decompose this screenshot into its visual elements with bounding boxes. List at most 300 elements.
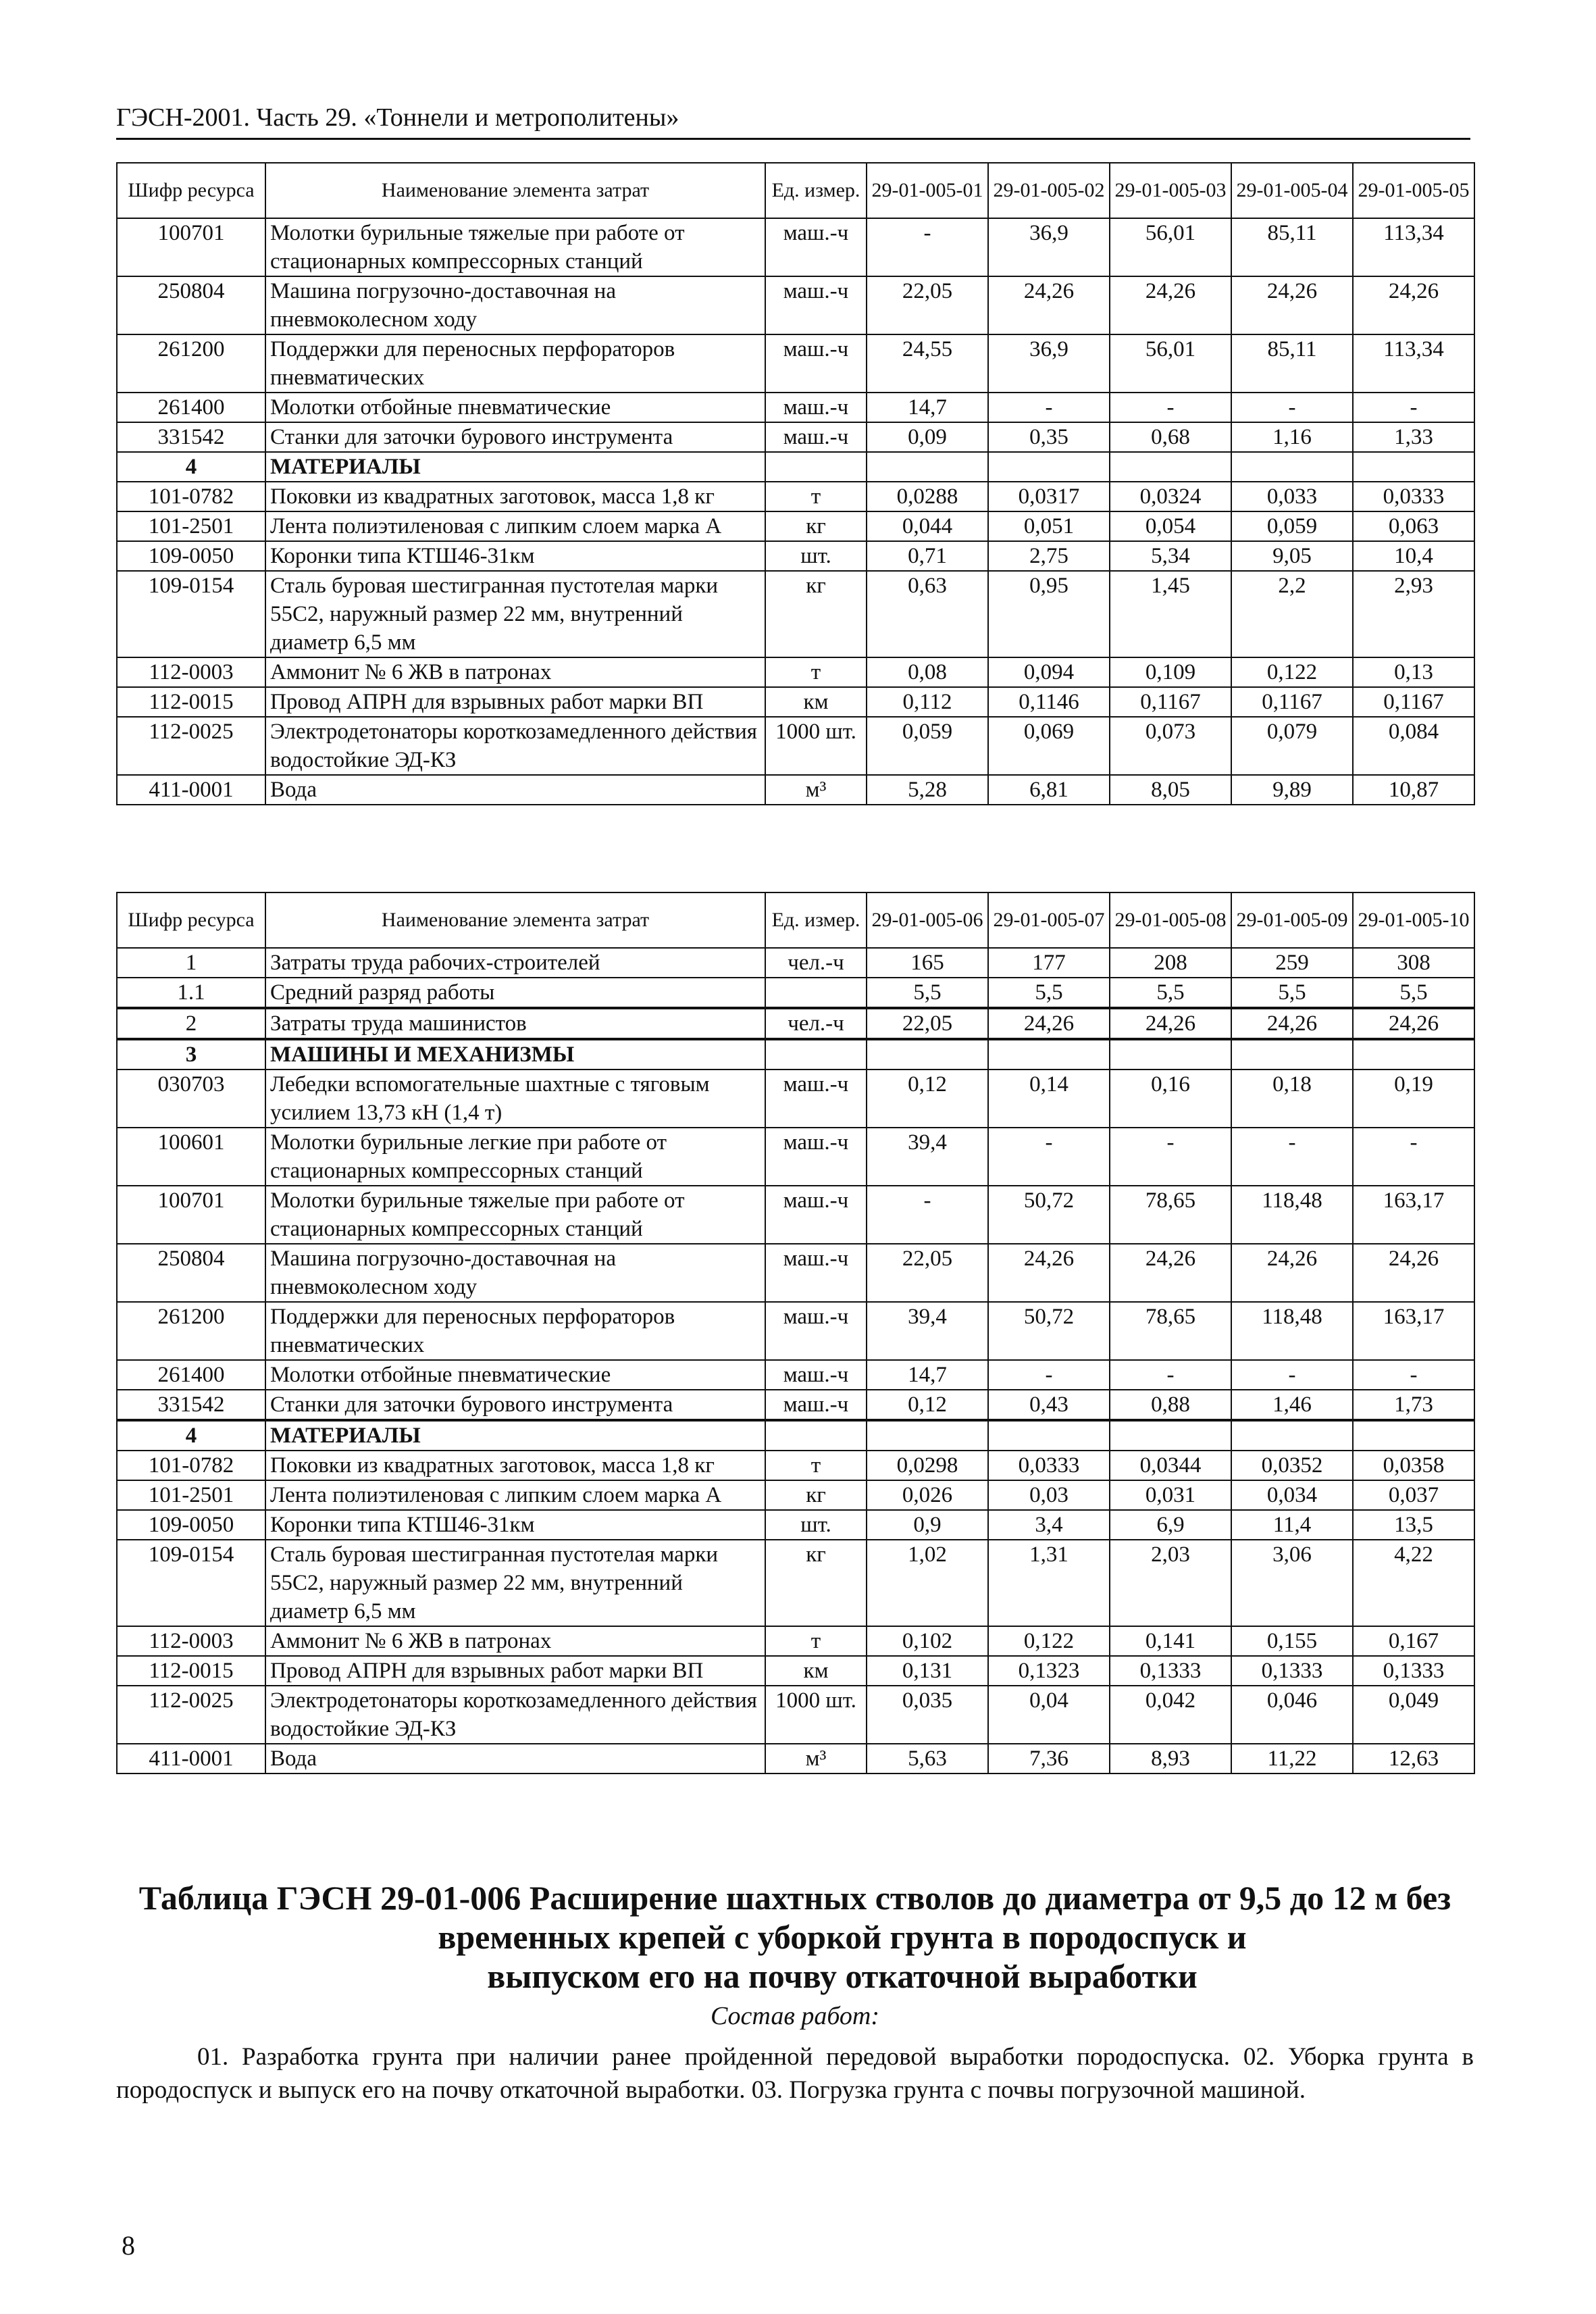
value-cell: 0,079: [1231, 717, 1353, 775]
value-cell: 12,63: [1353, 1744, 1474, 1774]
unit-cell: маш.-ч: [765, 422, 867, 452]
value-cell: 118,48: [1231, 1302, 1353, 1360]
value-cell: 5,5: [1110, 978, 1231, 1008]
value-cell: 0,042: [1110, 1686, 1231, 1744]
value-cell: 0,026: [867, 1480, 988, 1510]
value-cell: 0,063: [1353, 511, 1474, 541]
value-cell: 2,75: [988, 541, 1110, 571]
value-cell: 2,03: [1110, 1540, 1231, 1626]
value-cell: 11,4: [1231, 1510, 1353, 1540]
unit-cell: кг: [765, 1480, 867, 1510]
value-cell: 39,4: [867, 1302, 988, 1360]
resource-code: 1: [117, 948, 265, 978]
resource-name: Лента полиэтиленовая с липким слоем марка А: [265, 511, 765, 541]
value-cell: [1231, 452, 1353, 482]
resource-code: 101-0782: [117, 482, 265, 511]
value-cell: 6,9: [1110, 1510, 1231, 1540]
value-cell: -: [1231, 1360, 1353, 1390]
value-cell: [1353, 1420, 1474, 1451]
resource-code: 331542: [117, 1390, 265, 1420]
value-cell: [1353, 1039, 1474, 1070]
table-row: [117, 1186, 1474, 1244]
column-header: 29-01-005-03: [1110, 163, 1231, 218]
column-header: Ед. измер.: [765, 163, 867, 218]
value-cell: 8,93: [1110, 1744, 1231, 1774]
value-cell: 0,0317: [988, 482, 1110, 511]
resource-code: 2: [117, 1008, 265, 1039]
unit-cell: 1000 шт.: [765, 717, 867, 775]
value-cell: -: [1110, 1360, 1231, 1390]
value-cell: -: [988, 1128, 1110, 1186]
table-row: [117, 1244, 1474, 1302]
value-cell: -: [1231, 393, 1353, 422]
resource-name: МАШИНЫ И МЕХАНИЗМЫ: [265, 1039, 765, 1070]
resource-code: 261200: [117, 334, 265, 393]
table-row: [117, 511, 1474, 541]
unit-cell: [765, 1039, 867, 1070]
value-cell: 0,031: [1110, 1480, 1231, 1510]
column-header: 29-01-005-05: [1353, 163, 1474, 218]
table-row: [117, 717, 1474, 775]
value-cell: 10,87: [1353, 775, 1474, 805]
value-cell: 0,08: [867, 657, 988, 687]
value-cell: 85,11: [1231, 218, 1353, 276]
resource-code: 250804: [117, 276, 265, 334]
unit-cell: м³: [765, 1744, 867, 1774]
value-cell: 22,05: [867, 1008, 988, 1039]
unit-cell: т: [765, 482, 867, 511]
resource-name: Лента полиэтиленовая с липким слоем марка А: [265, 1480, 765, 1510]
value-cell: [1231, 1420, 1353, 1451]
table-row: [117, 1656, 1474, 1686]
unit-cell: [765, 1420, 867, 1451]
value-cell: 5,5: [988, 978, 1110, 1008]
value-cell: [867, 1420, 988, 1451]
resource-code: 100601: [117, 1128, 265, 1186]
value-cell: 36,9: [988, 218, 1110, 276]
value-cell: 9,89: [1231, 775, 1353, 805]
value-cell: 0,131: [867, 1656, 988, 1686]
value-cell: -: [1353, 393, 1474, 422]
resource-code: 100701: [117, 218, 265, 276]
table-row: [117, 948, 1474, 978]
value-cell: 24,26: [1110, 1244, 1231, 1302]
unit-cell: т: [765, 1626, 867, 1656]
value-cell: 22,05: [867, 1244, 988, 1302]
value-cell: 5,5: [1231, 978, 1353, 1008]
value-cell: 56,01: [1110, 334, 1231, 393]
value-cell: 0,141: [1110, 1626, 1231, 1656]
value-cell: 39,4: [867, 1128, 988, 1186]
header-rule: [116, 138, 1470, 140]
resource-name: Затраты труда машинистов: [265, 1008, 765, 1039]
value-cell: [1231, 1039, 1353, 1070]
table-row: [117, 657, 1474, 687]
value-cell: 24,26: [988, 1008, 1110, 1039]
resource-code: 4: [117, 1420, 265, 1451]
resource-code: 109-0050: [117, 1510, 265, 1540]
value-cell: 0,0344: [1110, 1451, 1231, 1480]
value-cell: 24,26: [1231, 1008, 1353, 1039]
column-header: 29-01-005-01: [867, 163, 988, 218]
unit-cell: 1000 шт.: [765, 1686, 867, 1744]
unit-cell: [765, 452, 867, 482]
value-cell: 0,059: [867, 717, 988, 775]
resource-name: Коронки типа КТШ46-31км: [265, 541, 765, 571]
table-caption: [116, 1878, 1474, 1996]
value-cell: 0,035: [867, 1686, 988, 1744]
value-cell: 24,26: [1110, 1008, 1231, 1039]
value-cell: 5,28: [867, 775, 988, 805]
resource-name: Сталь буровая шестигранная пустотелая марки 55С2, наружный размер 22 мм, внутренний диаметр 6,5 мм: [265, 571, 765, 657]
value-cell: 163,17: [1353, 1302, 1474, 1360]
table-row: [117, 1686, 1474, 1744]
value-cell: [1110, 1420, 1231, 1451]
value-cell: 1,31: [988, 1540, 1110, 1626]
value-cell: 0,167: [1353, 1626, 1474, 1656]
value-cell: 0,03: [988, 1480, 1110, 1510]
resource-name: Провод АПРН для взрывных работ марки ВП: [265, 1656, 765, 1686]
value-cell: 0,084: [1353, 717, 1474, 775]
unit-cell: маш.-ч: [765, 1186, 867, 1244]
resource-name: МАТЕРИАЛЫ: [265, 452, 765, 482]
composition-title: Состав работ:: [710, 2002, 880, 2030]
unit-cell: т: [765, 657, 867, 687]
resource-code: 112-0003: [117, 1626, 265, 1656]
resource-code: 261400: [117, 393, 265, 422]
value-cell: 0,049: [1353, 1686, 1474, 1744]
running-header: ГЭСН-2001. Часть 29. «Тоннели и метрополитены»: [116, 103, 679, 132]
value-cell: -: [1110, 393, 1231, 422]
value-cell: 14,7: [867, 1360, 988, 1390]
table-row: [117, 541, 1474, 571]
value-cell: 78,65: [1110, 1186, 1231, 1244]
unit-cell: маш.-ч: [765, 1302, 867, 1360]
value-cell: 0,95: [988, 571, 1110, 657]
column-header: Шифр ресурса: [117, 163, 265, 218]
value-cell: 0,14: [988, 1070, 1110, 1128]
unit-cell: маш.-ч: [765, 276, 867, 334]
value-cell: 9,05: [1231, 541, 1353, 571]
value-cell: 259: [1231, 948, 1353, 978]
value-cell: 1,45: [1110, 571, 1231, 657]
unit-cell: маш.-ч: [765, 218, 867, 276]
value-cell: 0,63: [867, 571, 988, 657]
value-cell: 0,0333: [1353, 482, 1474, 511]
unit-cell: маш.-ч: [765, 334, 867, 393]
column-header: 29-01-005-04: [1231, 163, 1353, 218]
value-cell: 24,26: [1353, 276, 1474, 334]
value-cell: 6,81: [988, 775, 1110, 805]
value-cell: 8,05: [1110, 775, 1231, 805]
value-cell: 0,155: [1231, 1626, 1353, 1656]
value-cell: 0,12: [867, 1070, 988, 1128]
value-cell: 24,26: [1231, 276, 1353, 334]
resource-code: 109-0154: [117, 571, 265, 657]
value-cell: 24,26: [1353, 1008, 1474, 1039]
value-cell: 50,72: [988, 1186, 1110, 1244]
value-cell: 7,36: [988, 1744, 1110, 1774]
value-cell: [1353, 452, 1474, 482]
value-cell: -: [867, 1186, 988, 1244]
value-cell: 24,26: [1110, 276, 1231, 334]
resource-code: 3: [117, 1039, 265, 1070]
unit-cell: маш.-ч: [765, 1244, 867, 1302]
unit-cell: маш.-ч: [765, 1128, 867, 1186]
value-cell: 0,122: [1231, 657, 1353, 687]
table-row: [117, 687, 1474, 717]
value-cell: [988, 1420, 1110, 1451]
table-row: [117, 393, 1474, 422]
resource-name: Аммонит № 6 ЖВ в патронах: [265, 657, 765, 687]
resource-name: Молотки бурильные легкие при работе от стационарных компрессорных станций: [265, 1128, 765, 1186]
resource-code: 109-0154: [117, 1540, 265, 1626]
value-cell: 14,7: [867, 393, 988, 422]
value-cell: 0,0358: [1353, 1451, 1474, 1480]
value-cell: 0,68: [1110, 422, 1231, 452]
value-cell: 177: [988, 948, 1110, 978]
value-cell: 0,037: [1353, 1480, 1474, 1510]
value-cell: 0,1323: [988, 1656, 1110, 1686]
value-cell: 0,04: [988, 1686, 1110, 1744]
column-header: 29-01-005-09: [1231, 892, 1353, 948]
resource-name: Затраты труда рабочих-строителей: [265, 948, 765, 978]
unit-cell: м³: [765, 775, 867, 805]
value-cell: -: [1353, 1360, 1474, 1390]
value-cell: 113,34: [1353, 218, 1474, 276]
resource-code: 109-0050: [117, 541, 265, 571]
value-cell: 308: [1353, 948, 1474, 978]
resource-code: 112-0025: [117, 717, 265, 775]
unit-cell: чел.-ч: [765, 1008, 867, 1039]
value-cell: 85,11: [1231, 334, 1353, 393]
table-row: [117, 218, 1474, 276]
unit-cell: км: [765, 687, 867, 717]
value-cell: 163,17: [1353, 1186, 1474, 1244]
resource-name: Поддержки для переносных перфораторов пневматических: [265, 334, 765, 393]
value-cell: 5,63: [867, 1744, 988, 1774]
resource-code: 030703: [117, 1070, 265, 1128]
column-header: 29-01-005-08: [1110, 892, 1231, 948]
table-row: [117, 1390, 1474, 1420]
value-cell: 11,22: [1231, 1744, 1353, 1774]
value-cell: 2,2: [1231, 571, 1353, 657]
value-cell: 24,26: [988, 1244, 1110, 1302]
value-cell: 24,26: [1231, 1244, 1353, 1302]
value-cell: 0,094: [988, 657, 1110, 687]
value-cell: 0,1167: [1353, 687, 1474, 717]
value-cell: 0,069: [988, 717, 1110, 775]
resource-name: Сталь буровая шестигранная пустотелая марки 55С2, наружный размер 22 мм, внутренний диаметр 6,5 мм: [265, 1540, 765, 1626]
table-header-row: [117, 163, 1474, 218]
table-row: [117, 1302, 1474, 1360]
resource-name: Вода: [265, 1744, 765, 1774]
value-cell: 0,12: [867, 1390, 988, 1420]
unit-cell: [765, 978, 867, 1008]
resource-name: Поковки из квадратных заготовок, масса 1,8 кг: [265, 1451, 765, 1480]
resource-name: Лебедки вспомогательные шахтные с тяговым усилием 13,73 кН (1,4 т): [265, 1070, 765, 1128]
value-cell: 24,55: [867, 334, 988, 393]
value-cell: 0,044: [867, 511, 988, 541]
resource-name: Поковки из квадратных заготовок, масса 1,8 кг: [265, 482, 765, 511]
unit-cell: кг: [765, 571, 867, 657]
column-header: 29-01-005-02: [988, 163, 1110, 218]
value-cell: 5,5: [867, 978, 988, 1008]
value-cell: 78,65: [1110, 1302, 1231, 1360]
resource-name: Молотки бурильные тяжелые при работе от стационарных компрессорных станций: [265, 1186, 765, 1244]
value-cell: 0,35: [988, 422, 1110, 452]
resource-name: Молотки отбойные пневматические: [265, 1360, 765, 1390]
value-cell: 3,4: [988, 1510, 1110, 1540]
unit-cell: маш.-ч: [765, 1070, 867, 1128]
caption-line-3: выпуском его на почву откаточной выработки: [487, 1957, 1198, 1995]
unit-cell: чел.-ч: [765, 948, 867, 978]
value-cell: [988, 1039, 1110, 1070]
value-cell: 2,93: [1353, 571, 1474, 657]
table-row: [117, 775, 1474, 805]
value-cell: 208: [1110, 948, 1231, 978]
value-cell: 13,5: [1353, 1510, 1474, 1540]
value-cell: -: [1231, 1128, 1353, 1186]
resource-name: Молотки бурильные тяжелые при работе от стационарных компрессорных станций: [265, 218, 765, 276]
resource-code: 112-0025: [117, 1686, 265, 1744]
value-cell: -: [1353, 1128, 1474, 1186]
column-header: 29-01-005-07: [988, 892, 1110, 948]
unit-cell: шт.: [765, 1510, 867, 1540]
column-header: 29-01-005-10: [1353, 892, 1474, 948]
resource-name: Аммонит № 6 ЖВ в патронах: [265, 1626, 765, 1656]
value-cell: 0,0298: [867, 1451, 988, 1480]
resource-code: 4: [117, 452, 265, 482]
table-row: [117, 1480, 1474, 1510]
column-header: Наименование элемента затрат: [265, 892, 765, 948]
table-row: [117, 422, 1474, 452]
value-cell: -: [988, 393, 1110, 422]
resource-name: Средний разряд работы: [265, 978, 765, 1008]
table-row: [117, 1128, 1474, 1186]
value-cell: 0,1167: [1231, 687, 1353, 717]
value-cell: [1110, 1039, 1231, 1070]
table-header-row: [117, 892, 1474, 948]
unit-cell: маш.-ч: [765, 393, 867, 422]
value-cell: 0,112: [867, 687, 988, 717]
resource-code: 250804: [117, 1244, 265, 1302]
resource-name: Машина погрузочно-доставочная на пневмоколесном ходу: [265, 1244, 765, 1302]
value-cell: 0,1333: [1353, 1656, 1474, 1686]
value-cell: 0,13: [1353, 657, 1474, 687]
column-header: Шифр ресурса: [117, 892, 265, 948]
section-row: [117, 1420, 1474, 1451]
value-cell: 0,09: [867, 422, 988, 452]
resource-name: Станки для заточки бурового инструмента: [265, 422, 765, 452]
resource-code: 331542: [117, 422, 265, 452]
resource-name: МАТЕРИАЛЫ: [265, 1420, 765, 1451]
unit-cell: кг: [765, 511, 867, 541]
resource-name: Молотки отбойные пневматические: [265, 393, 765, 422]
value-cell: 0,1146: [988, 687, 1110, 717]
value-cell: 3,06: [1231, 1540, 1353, 1626]
value-cell: 0,0333: [988, 1451, 1110, 1480]
value-cell: -: [867, 218, 988, 276]
resource-code: 112-0003: [117, 657, 265, 687]
resource-name: Провод АПРН для взрывных работ марки ВП: [265, 687, 765, 717]
value-cell: 0,0352: [1231, 1451, 1353, 1480]
unit-cell: км: [765, 1656, 867, 1686]
resource-name: Коронки типа КТШ46-31км: [265, 1510, 765, 1540]
value-cell: 0,0324: [1110, 482, 1231, 511]
resource-code: 112-0015: [117, 1656, 265, 1686]
value-cell: 1,46: [1231, 1390, 1353, 1420]
table-row: [117, 1744, 1474, 1774]
resource-name: Вода: [265, 775, 765, 805]
value-cell: 5,34: [1110, 541, 1231, 571]
resource-code: 411-0001: [117, 775, 265, 805]
resource-name: Электродетонаторы короткозамедленного действия водостойкие ЭД-КЗ: [265, 717, 765, 775]
resource-name: Машина погрузочно-доставочная на пневмоколесном ходу: [265, 276, 765, 334]
value-cell: 22,05: [867, 276, 988, 334]
resource-code: 411-0001: [117, 1744, 265, 1774]
value-cell: 1,16: [1231, 422, 1353, 452]
value-cell: 0,109: [1110, 657, 1231, 687]
table-row: [117, 1540, 1474, 1626]
value-cell: 0,054: [1110, 511, 1231, 541]
resource-code: 101-2501: [117, 1480, 265, 1510]
value-cell: 0,1167: [1110, 687, 1231, 717]
table-row: [117, 1626, 1474, 1656]
value-cell: 56,01: [1110, 218, 1231, 276]
value-cell: 4,22: [1353, 1540, 1474, 1626]
value-cell: [1110, 452, 1231, 482]
caption-line-2: временных крепей с уборкой грунта в породоспуск и: [438, 1918, 1247, 1956]
resource-code: 100701: [117, 1186, 265, 1244]
value-cell: 0,71: [867, 541, 988, 571]
unit-cell: кг: [765, 1540, 867, 1626]
value-cell: [988, 452, 1110, 482]
value-cell: -: [1110, 1128, 1231, 1186]
value-cell: 1,33: [1353, 422, 1474, 452]
value-cell: 24,26: [988, 276, 1110, 334]
value-cell: 0,9: [867, 1510, 988, 1540]
value-cell: 36,9: [988, 334, 1110, 393]
value-cell: 113,34: [1353, 334, 1474, 393]
value-cell: 0,051: [988, 511, 1110, 541]
resource-code: 1.1: [117, 978, 265, 1008]
table-row: [117, 1008, 1474, 1039]
value-cell: 0,073: [1110, 717, 1231, 775]
resource-code: 261200: [117, 1302, 265, 1360]
column-header: Ед. измер.: [765, 892, 867, 948]
resource-table-1: [116, 162, 1475, 805]
value-cell: -: [988, 1360, 1110, 1390]
value-cell: 5,5: [1353, 978, 1474, 1008]
value-cell: [867, 452, 988, 482]
value-cell: 0,122: [988, 1626, 1110, 1656]
table-row: [117, 276, 1474, 334]
value-cell: 0,18: [1231, 1070, 1353, 1128]
section-row: [117, 1039, 1474, 1070]
table-row: [117, 482, 1474, 511]
value-cell: 0,102: [867, 1626, 988, 1656]
value-cell: 10,4: [1353, 541, 1474, 571]
value-cell: 0,059: [1231, 511, 1353, 541]
resource-code: 101-2501: [117, 511, 265, 541]
resource-name: Станки для заточки бурового инструмента: [265, 1390, 765, 1420]
value-cell: 0,033: [1231, 482, 1353, 511]
value-cell: 0,19: [1353, 1070, 1474, 1128]
value-cell: 0,88: [1110, 1390, 1231, 1420]
value-cell: 0,16: [1110, 1070, 1231, 1128]
value-cell: 50,72: [988, 1302, 1110, 1360]
